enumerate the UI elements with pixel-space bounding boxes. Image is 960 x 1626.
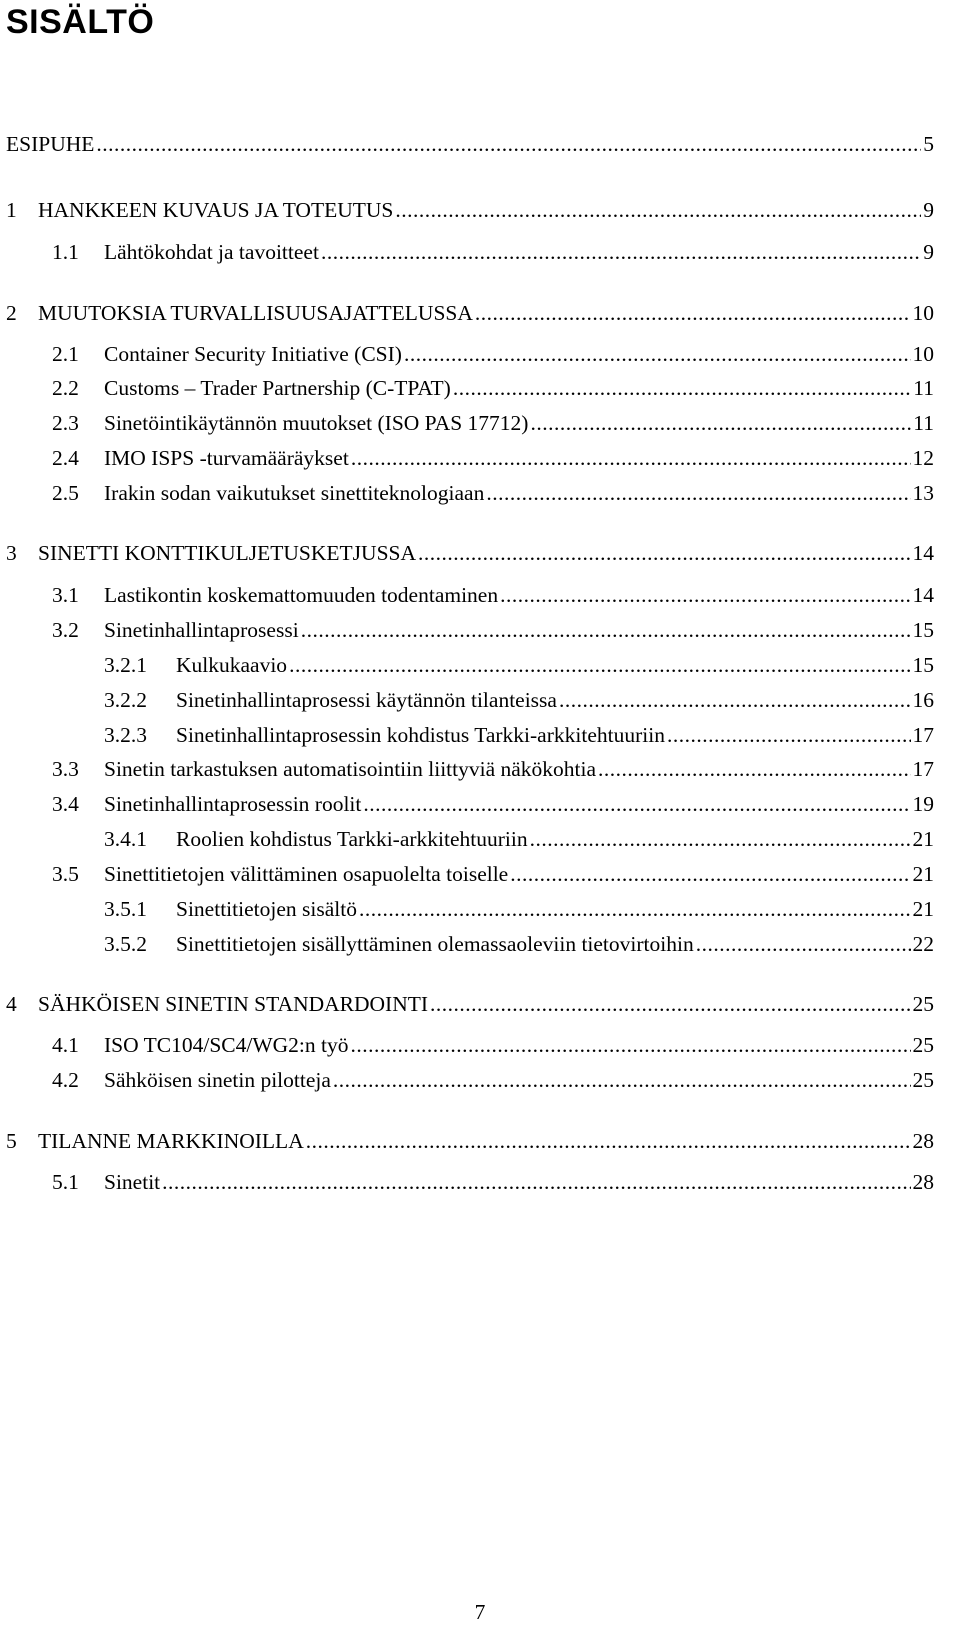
toc-entry-4[interactable]: [6, 989, 934, 1019]
toc-entry-3[interactable]: [6, 538, 934, 568]
toc-entry-text: Lastikontin koskemattomuuden todentaminen: [104, 583, 499, 607]
toc-entry-text: Sinettitietojen sisällyttäminen olemassaoleviin tietovirtoihin: [176, 932, 694, 956]
page-title: SISÄLTÖ: [6, 3, 155, 41]
toc-entry-number: 2.5: [52, 481, 79, 505]
toc-leader-dots: [453, 373, 911, 403]
toc-entry-2-5[interactable]: [52, 478, 934, 508]
toc-entry-number: 4.2: [52, 1068, 79, 1092]
toc-leader-dots: [418, 538, 910, 568]
toc-entry-4-1[interactable]: [52, 1030, 934, 1060]
toc-entry-3-5-2[interactable]: [104, 929, 934, 959]
toc-entry-page: 11: [913, 411, 934, 435]
toc-entry-2-1[interactable]: [52, 339, 934, 369]
toc-entry-page: 17: [912, 723, 934, 747]
toc-entry-page: 5: [923, 132, 934, 156]
toc-entry-number: 3.2: [52, 618, 79, 642]
toc-entry-2-4[interactable]: [52, 443, 934, 473]
toc-leader-dots: [301, 615, 911, 645]
toc-entry-page: 28: [912, 1129, 934, 1153]
toc-leader-dots: [530, 824, 911, 854]
page-number: 7: [474, 1600, 486, 1624]
toc-entry-number: 4: [6, 992, 17, 1016]
toc-entry-page: 9: [923, 198, 934, 222]
toc-entry-5[interactable]: [6, 1126, 934, 1156]
toc-leader-dots: [333, 1065, 911, 1095]
toc-entry-number: 2.3: [52, 411, 79, 435]
toc-leader-dots: [404, 339, 911, 369]
toc-entry-text: Sinetinhallintaprosessin roolit: [104, 792, 362, 816]
toc-leader-dots: [667, 720, 911, 750]
toc-leader-dots: [486, 478, 910, 508]
toc-entry-page: 25: [912, 992, 934, 1016]
toc-entry-page: 10: [912, 342, 934, 366]
toc-leader-dots: [430, 989, 910, 1019]
toc-entry-number: 3.2.1: [104, 653, 147, 677]
toc-leader-dots: [395, 195, 921, 225]
toc-entry-text: Sinetit: [104, 1170, 161, 1194]
toc-entry-page: 14: [912, 583, 934, 607]
toc-entry-number: 3.1: [52, 583, 79, 607]
toc-entry-4-2[interactable]: [52, 1065, 934, 1095]
toc-entry-text: Sinetin tarkastuksen automatisointiin liittyviä näkökohtia: [104, 757, 597, 781]
toc-entry-text: Sinettitietojen sisältö: [176, 897, 357, 921]
toc-entry-number: 3.3: [52, 757, 79, 781]
toc-entry-page: 21: [912, 897, 934, 921]
toc-entry-page: 9: [923, 240, 934, 264]
toc-entry-text: Sinettitietojen välittäminen osapuolelta toiselle: [104, 862, 509, 886]
toc-entry-3-4[interactable]: [52, 789, 934, 819]
toc-leader-dots: [500, 580, 910, 610]
toc-leader-dots: [475, 298, 911, 328]
toc-leader-dots: [306, 1126, 911, 1156]
toc-entry-number: 2.2: [52, 376, 79, 400]
toc-entry-number: 1: [6, 198, 17, 222]
toc-leader-dots: [162, 1167, 910, 1197]
toc-entry-page: 21: [912, 827, 934, 851]
toc-entry-number: 2: [6, 301, 17, 325]
toc-leader-dots: [289, 650, 910, 680]
toc-entry-1-1[interactable]: [52, 237, 934, 267]
toc-entry-text: Sinetöintikäytännön muutokset (ISO PAS 17712): [104, 411, 529, 435]
toc-entry-number: 4.1: [52, 1033, 79, 1057]
toc-entry-text: Irakin sodan vaikutukset sinettiteknologiaan: [104, 481, 485, 505]
toc-entry-page: 21: [912, 862, 934, 886]
toc-entry-3-2-2[interactable]: [104, 685, 934, 715]
toc-leader-dots: [321, 237, 921, 267]
toc-entry-text: SÄHKÖISEN SINETIN STANDARDOINTI: [38, 992, 429, 1016]
toc-leader-dots: [598, 754, 910, 784]
toc-entry-page: 10: [912, 301, 934, 325]
toc-entry-text: Lähtökohdat ja tavoitteet: [104, 240, 319, 264]
toc-entry-number: 3.4: [52, 792, 79, 816]
toc-entry-3-5-1[interactable]: [104, 894, 934, 924]
toc-entry-page: 22: [912, 932, 934, 956]
toc-entry-3-2-1[interactable]: [104, 650, 934, 680]
toc-entry-page: 28: [912, 1170, 934, 1194]
toc-entry-2-3[interactable]: [52, 408, 934, 438]
toc-entry-number: 2.4: [52, 446, 79, 470]
toc-leader-dots: [351, 443, 911, 473]
toc-entry-2[interactable]: [6, 298, 934, 328]
toc-entry-text: IMO ISPS -turvamääräykset: [104, 446, 349, 470]
toc-entry-page: 15: [912, 653, 934, 677]
toc-entry-number: 2.1: [52, 342, 79, 366]
toc-entry-number: 3.2.2: [104, 688, 147, 712]
toc-entry-page: 25: [912, 1033, 934, 1057]
toc-entry-page: 14: [912, 541, 934, 565]
toc-entry-text: ISO TC104/SC4/WG2:n työ: [104, 1033, 349, 1057]
toc-entry-text: SINETTI KONTTIKULJETUSKETJUSSA: [38, 541, 417, 565]
toc-entry-number: 3.5: [52, 862, 79, 886]
toc-entry-number: 5: [6, 1129, 17, 1153]
toc-entry-number: 3.4.1: [104, 827, 147, 851]
toc-entry-5-1[interactable]: [52, 1167, 934, 1197]
toc-entry-3-2[interactable]: [52, 615, 934, 645]
toc-entry-page: 25: [912, 1068, 934, 1092]
toc-entry-text: Sinetinhallintaprosessi käytännön tilanteissa: [176, 688, 557, 712]
toc-entry-number: 3.2.3: [104, 723, 147, 747]
toc-entry-page: 13: [912, 481, 934, 505]
toc-leader-dots: [363, 789, 910, 819]
toc-leader-dots: [696, 929, 911, 959]
toc-entry-3-1[interactable]: [52, 580, 934, 610]
toc-entry-text: Roolien kohdistus Tarkki-arkkitehtuuriin: [176, 827, 528, 851]
toc-entry-3-4-1[interactable]: [104, 824, 934, 854]
toc-entry-text: Sinetinhallintaprosessin kohdistus Tarkki-arkkitehtuuriin: [176, 723, 665, 747]
toc-leader-dots: [530, 408, 911, 438]
toc-entry-1[interactable]: [6, 195, 934, 225]
toc-entry-text: Sinetinhallintaprosessi: [104, 618, 299, 642]
toc-leader-dots: [559, 685, 911, 715]
toc-entry-page: 11: [913, 376, 934, 400]
toc-entry-3-2-3[interactable]: [104, 720, 934, 750]
toc-entry-number: 5.1: [52, 1170, 79, 1194]
toc-entry-text: Container Security Initiative (CSI): [104, 342, 402, 366]
toc-leader-dots: [96, 129, 921, 159]
toc-leader-dots: [510, 859, 910, 889]
toc-entry-text: Kulkukaavio: [176, 653, 288, 677]
toc-entry-2-2[interactable]: [52, 373, 934, 403]
toc-entry-text: MUUTOKSIA TURVALLISUUSAJATTELUSSA: [38, 301, 473, 325]
toc-entry-3-5[interactable]: [52, 859, 934, 889]
toc-entry-page: 12: [912, 446, 934, 470]
toc-entry-page: 17: [912, 757, 934, 781]
toc-entry-number: 3.5.1: [104, 897, 147, 921]
toc-entry-page: 15: [912, 618, 934, 642]
toc-entry-page: 16: [912, 688, 934, 712]
toc-entry-number: 1.1: [52, 240, 79, 264]
toc-entry-number: 3: [6, 541, 17, 565]
toc-leader-dots: [351, 1030, 911, 1060]
toc-leader-dots: [359, 894, 911, 924]
toc-entry-text: Customs – Trader Partnership (C-TPAT): [104, 376, 451, 400]
toc-entry-text: TILANNE MARKKINOILLA: [38, 1129, 304, 1153]
toc-entry-text: Sähköisen sinetin pilotteja: [104, 1068, 331, 1092]
toc-entry-3-3[interactable]: [52, 754, 934, 784]
toc-entry-number: 3.5.2: [104, 932, 147, 956]
toc-entry-text: HANKKEEN KUVAUS JA TOTEUTUS: [38, 198, 394, 222]
toc-entry-page: 19: [912, 792, 934, 816]
toc-entry-esipuhe[interactable]: [6, 129, 934, 159]
toc-entry-text: ESIPUHE: [6, 132, 95, 156]
